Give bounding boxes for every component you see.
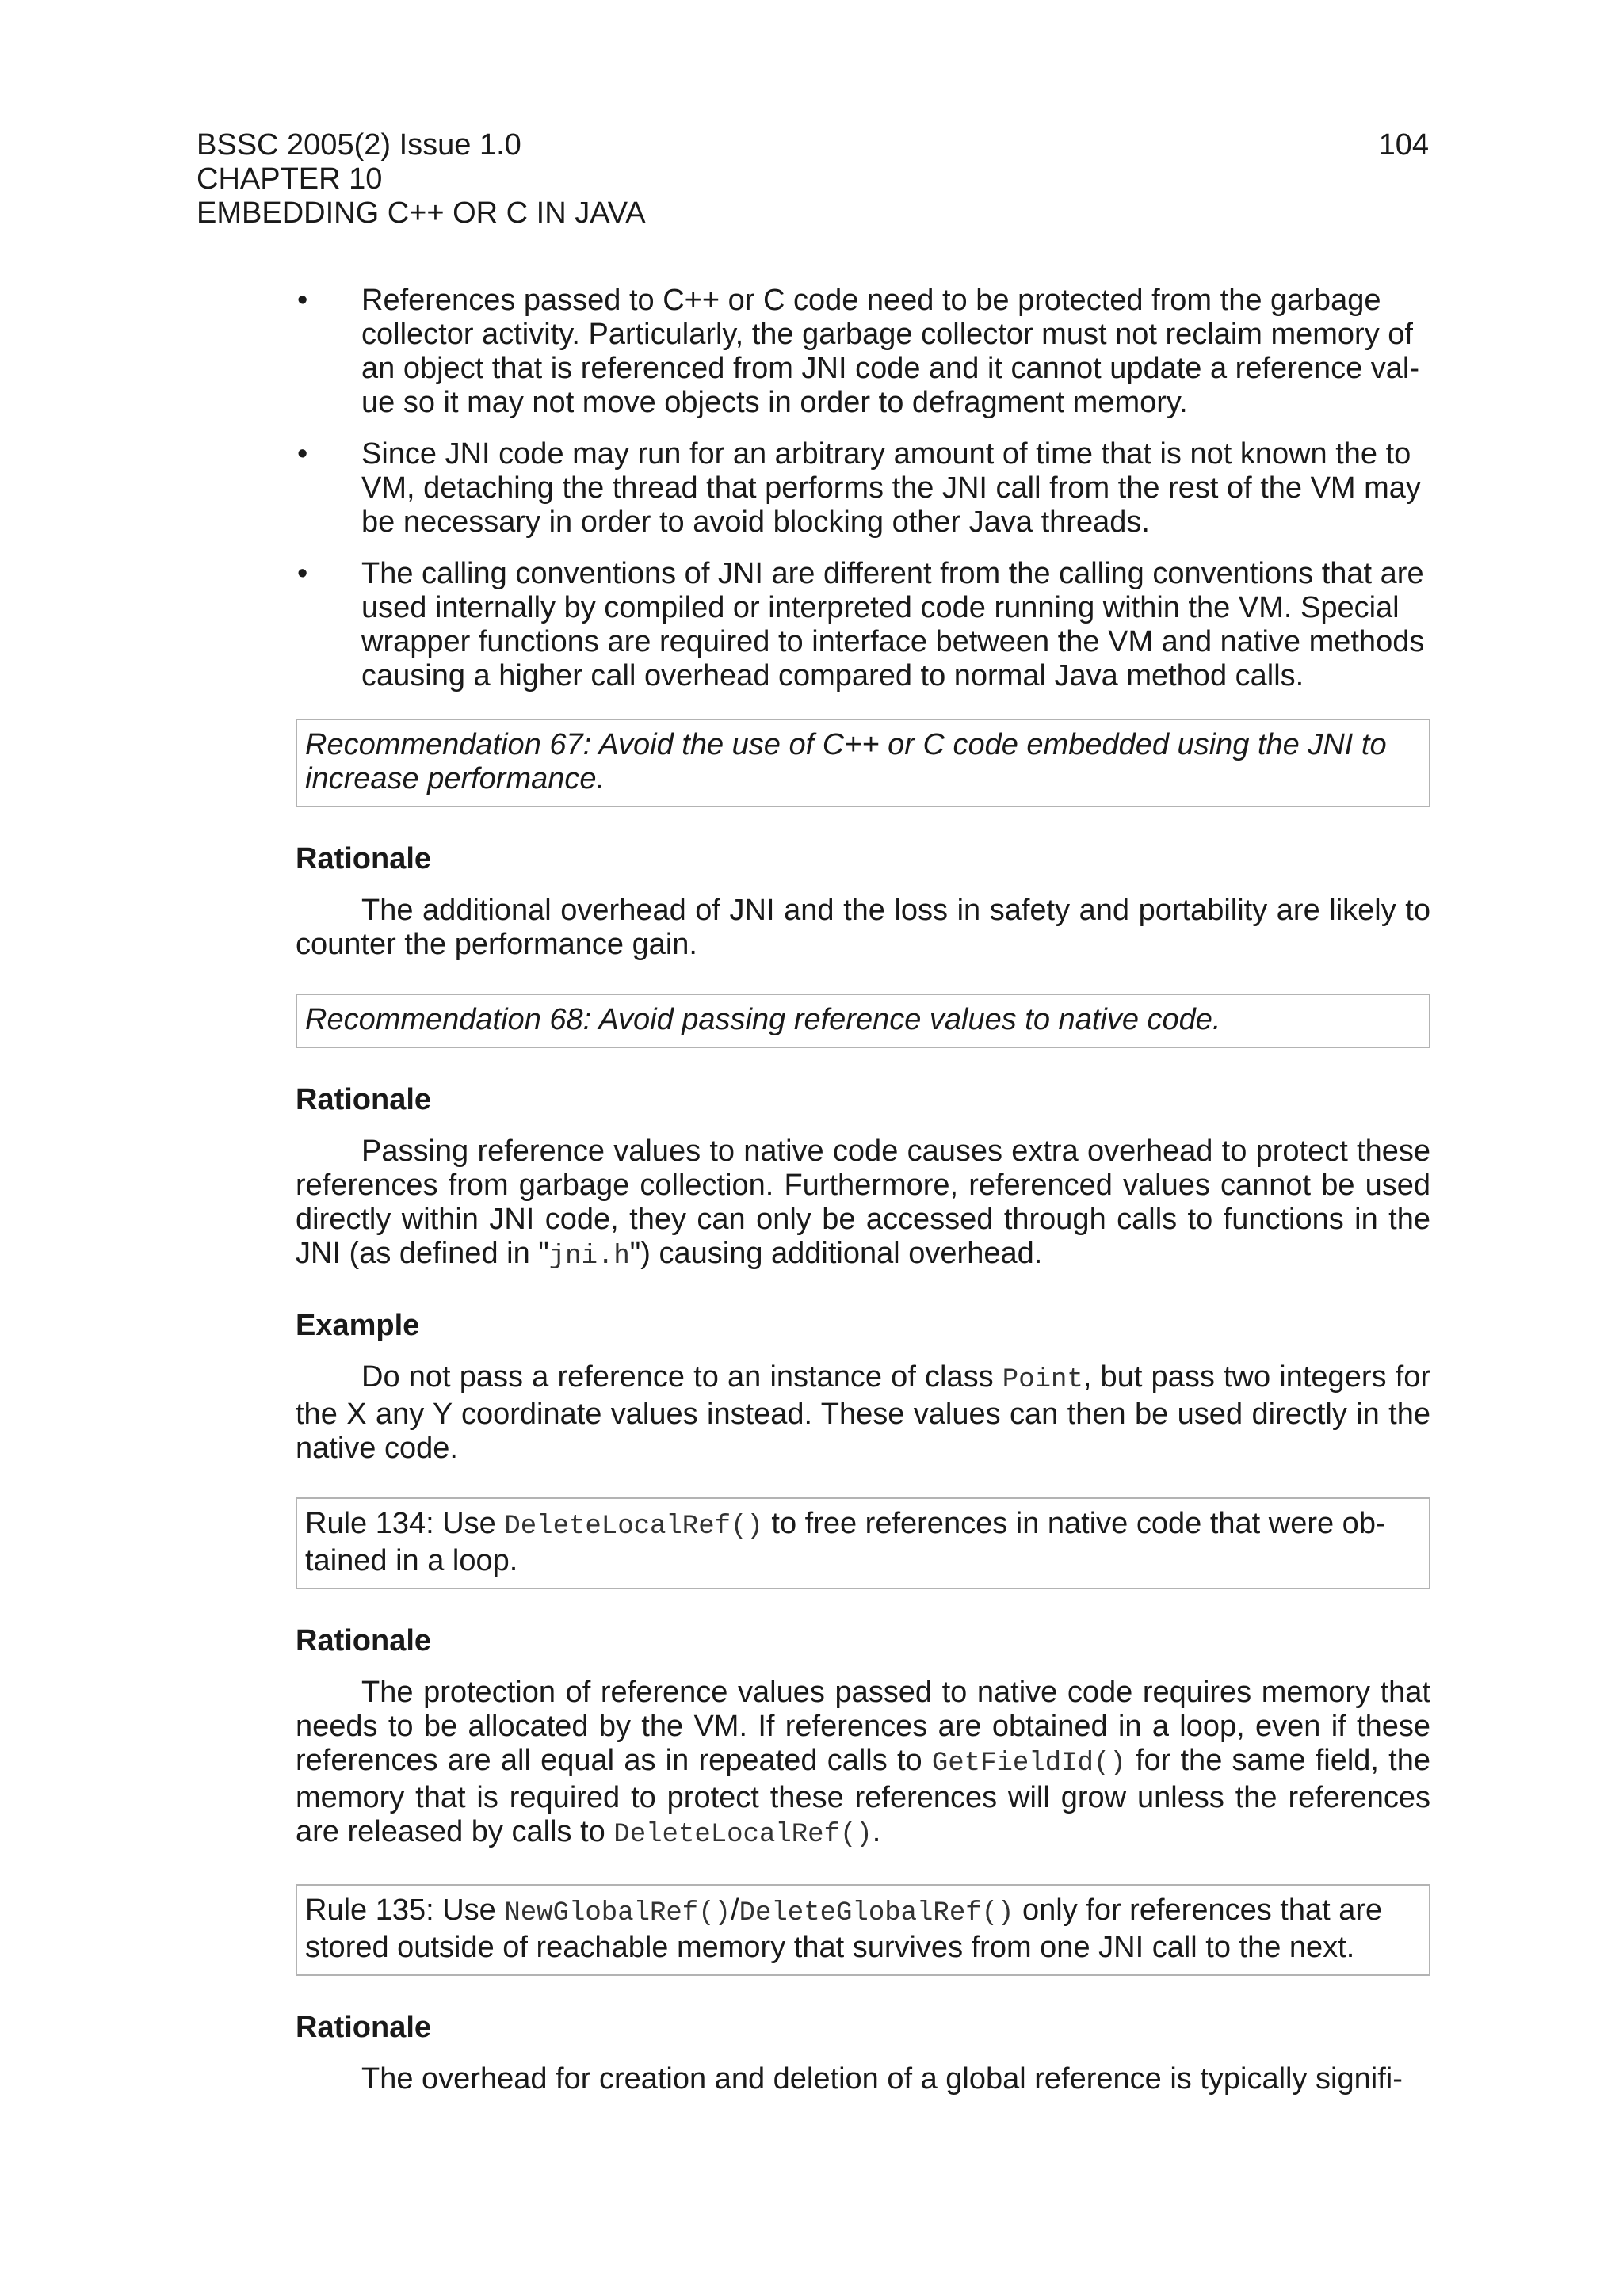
text-run: Rule 134: Use <box>305 1507 505 1540</box>
rationale-paragraph <box>296 1676 1430 1852</box>
list-item <box>296 437 1430 540</box>
rationale-heading: Rationale <box>296 842 432 875</box>
list-item <box>296 557 1430 693</box>
text-run: The protection of reference values passed to native code requires memory that needs to be allocated by the VM. If references are obtained in a loop, even if these references are all equal as in repeated calls to <box>296 1676 1430 1777</box>
example-heading: Example <box>296 1309 420 1342</box>
rule-135-box <box>296 1884 1430 1976</box>
recommendation-67-box: Recommendation 67: Avoid the use of C++ or C code embedded using the JNI to increase performance. <box>296 719 1430 807</box>
bullet-list <box>296 284 1430 693</box>
chapter-label: CHAPTER 10 <box>197 162 383 196</box>
text-run: Do not pass a reference to an instance of class <box>361 1360 1002 1394</box>
bullet-icon: • <box>297 557 308 590</box>
code-point: Point <box>1002 1365 1083 1395</box>
text-run: Rule 135: Use <box>305 1894 505 1927</box>
text-run: only for references that are stored outside of reachable memory that survives from one JNI call to the next. <box>305 1894 1383 1964</box>
bullet-text: Since JNI code may run for an arbitrary amount of time that is not known the to VM, detaching the thread that performs the JNI call from the rest of the VM may be necessary in order to avoid blocking other Java threads. <box>361 437 1421 539</box>
bullet-text: The calling conventions of JNI are different from the calling conventions that are used internally by compiled or interpreted code running within the VM. Special wrapper functions are required to interface between the VM and native methods causing a higher call overhead compared to normal Java method calls. <box>361 557 1425 692</box>
code-deletelocalref: DeleteLocalRef() <box>504 1512 763 1542</box>
page-number: 104 <box>1378 128 1429 162</box>
text-run: for the same field, the memory that is required to protect these references will grow unless the references are released by calls to <box>296 1744 1431 1848</box>
recommendation-68-box: Recommendation 68: Avoid passing reference values to native code. <box>296 994 1430 1048</box>
rationale-paragraph: The overhead for creation and deletion of a global reference is typically signifi- <box>361 2062 1403 2096</box>
rule-134-box <box>296 1497 1430 1589</box>
bullet-text: References passed to C++ or C code need to be protected from the garbage collector activity. Particularly, the garbage collector must not reclaim memory of an object that is referenced from JNI code and it cannot update a reference value so it may not move objects in order to defragment memory. <box>361 284 1419 419</box>
page-body <box>296 284 1430 2096</box>
text-run: to free references in native code that were obtained in a loop. <box>305 1507 1386 1577</box>
example-paragraph <box>296 1360 1430 1466</box>
rationale-heading: Rationale <box>296 1624 432 1657</box>
page-header <box>197 128 1429 231</box>
text-run: Passing reference values to native code causes extra overhead to protect these references from garbage collection. Furthermore, referenced values cannot be used directly within JNI code, they can only be accessed through calls to functions in the JNI (as defined in " <box>296 1135 1430 1270</box>
rationale-paragraph <box>296 1135 1430 1274</box>
rationale-paragraph: The additional overhead of JNI and the loss in safety and portability are likely to counter the performance gain. <box>296 894 1430 961</box>
text-run: , but pass two integers for the X any Y coordinate values instead. These values can then be used directly in the native code. <box>296 1360 1430 1465</box>
text-run: / <box>731 1894 739 1927</box>
text-run: ") causing additional overhead. <box>629 1237 1043 1270</box>
bullet-icon: • <box>297 284 308 317</box>
code-getfieldid: GetFieldId() <box>931 1749 1126 1779</box>
list-item <box>296 284 1430 420</box>
code-deleteglobalref: DeleteGlobalRef() <box>739 1898 1014 1928</box>
bullet-icon: • <box>297 437 308 471</box>
rationale-heading: Rationale <box>296 1083 432 1116</box>
code-deletelocalref: DeleteLocalRef() <box>613 1820 873 1850</box>
chapter-title: EMBEDDING C++ OR C IN JAVA <box>197 196 646 230</box>
rationale-heading: Rationale <box>296 2011 432 2044</box>
document-id: BSSC 2005(2) Issue 1.0 <box>197 128 521 162</box>
code-newglobalref: NewGlobalRef() <box>504 1898 731 1928</box>
text-run: . <box>872 1815 881 1848</box>
code-jni-h: jni.h <box>548 1241 630 1272</box>
